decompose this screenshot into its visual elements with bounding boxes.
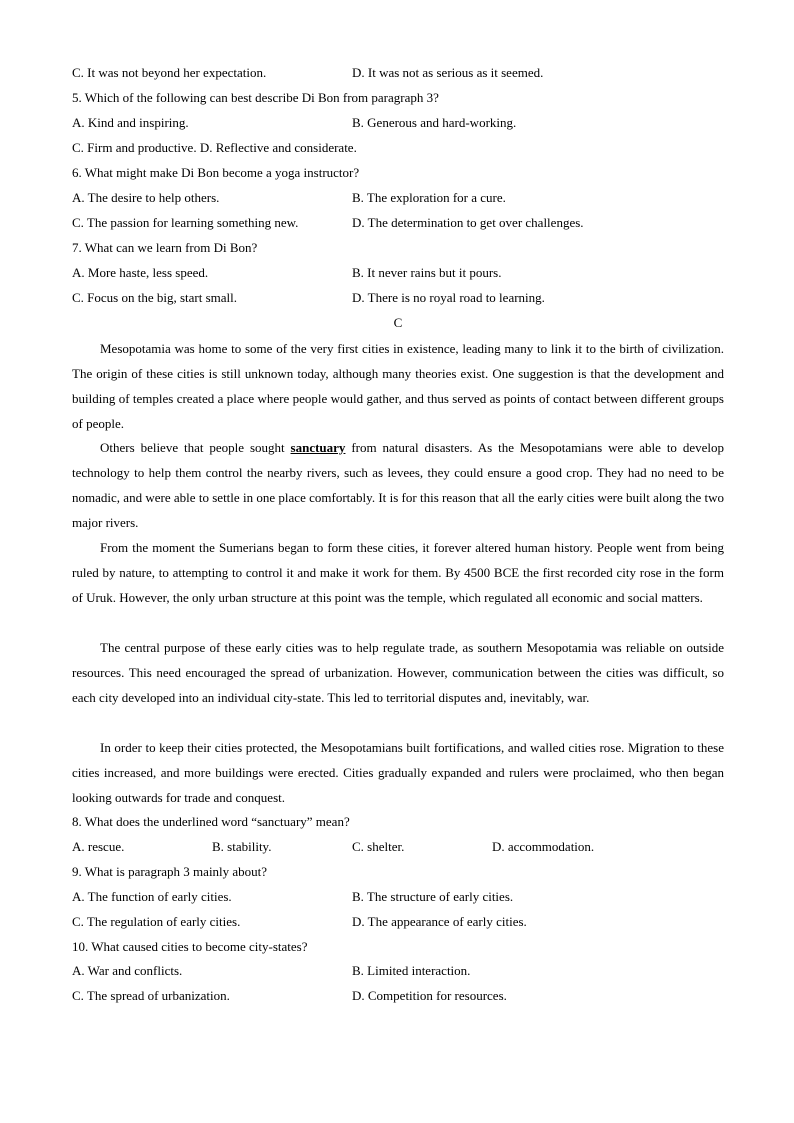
q10-stem: 10. What caused cities to become city-states? (72, 939, 308, 954)
q9-options-cd (72, 912, 724, 932)
q6-options-cd (72, 213, 724, 233)
passage-paragraph-1: Mesopotamia was home to some of the very first cities in existence, leading many to link it to the birth of civilization. The origin of these cities is still unknown today, although many theories exist. One suggestion is that the development and building of temples created a place where people would gather, and thus served as points of contact between different groups of people. (72, 341, 724, 431)
q7-option-b: B. It never rains but it pours. (352, 265, 502, 280)
q4-option-d: D. It was not as serious as it seemed. (352, 65, 544, 80)
underlined-word-sanctuary: sanctuary (290, 440, 346, 455)
q5-options-ab (72, 113, 724, 133)
q9-option-d: D. The appearance of early cities. (352, 914, 527, 929)
q6-options-ab (72, 188, 724, 208)
q10-options-ab (72, 961, 724, 981)
q8-option-b: B. stability. (212, 839, 272, 854)
q8-option-d: D. accommodation. (492, 839, 595, 854)
q6-stem: 6. What might make Di Bon become a yoga instructor? (72, 165, 360, 180)
passage-label: C (393, 315, 403, 330)
q8-option-c: C. shelter. (352, 839, 405, 854)
q6-option-d: D. The determination to get over challenges. (352, 215, 584, 230)
q4-option-c: C. It was not beyond her expectation. (72, 65, 267, 80)
q10-option-b: B. Limited interaction. (352, 963, 471, 978)
q9-option-c: C. The regulation of early cities. (72, 914, 241, 929)
q7-option-d: D. There is no royal road to learning. (352, 290, 545, 305)
q5-options-cd: C. Firm and productive. D. Reflective and considerate. (72, 140, 357, 155)
q9-option-a: A. The function of early cities. (72, 889, 232, 904)
q7-options-ab (72, 263, 724, 283)
q10-option-d: D. Competition for resources. (352, 988, 507, 1003)
q9-option-b: B. The structure of early cities. (352, 889, 514, 904)
q7-stem: 7. What can we learn from Di Bon? (72, 240, 258, 255)
q8-option-a: A. rescue. (72, 839, 125, 854)
q9-stem: 9. What is paragraph 3 mainly about? (72, 864, 268, 879)
q5-option-a: A. Kind and inspiring. (72, 115, 189, 130)
q6-option-a: A. The desire to help others. (72, 190, 220, 205)
passage-paragraph-2 (72, 435, 724, 535)
q9-options-ab (72, 887, 724, 907)
q10-option-a: A. War and conflicts. (72, 963, 183, 978)
passage-paragraph-4: The central purpose of these early cities was to help regulate trade, as southern Mesopotamia was reliable on outside resources. This need encouraged the spread of urbanization. However, communication between the cities was difficult, so each city developed into an individual city-state. This led to territorial disputes and, inevitably, war. (72, 640, 724, 705)
paragraph-2-rest: from natural disasters. As the Mesopotamians were able to develop technology to help them control the nearby rivers, such as levees, they could ensure a good crop. They had no need to be nomadic, and were able to settle in one place comfortably. It is for this reason that all the early cities were built along the two major rivers. (72, 440, 724, 530)
q6-option-b: B. The exploration for a cure. (352, 190, 506, 205)
passage-paragraph-3: From the moment the Sumerians began to form these cities, it forever altered human history. People went from being ruled by nature, to attempting to control it and make it work for them. By 4500 BCE the first recorded city rose in the form of Uruk. However, the only urban structure at this point was the temple, which regulated all economic and social matters. (72, 540, 724, 605)
paragraph-2-start: Others believe that people sought (100, 440, 291, 455)
q7-option-c: C. Focus on the big, start small. (72, 290, 238, 305)
q10-option-c: C. The spread of urbanization. (72, 988, 230, 1003)
q5-stem: 5. Which of the following can best describe Di Bon from paragraph 3? (72, 90, 439, 105)
q5-option-b: B. Generous and hard-working. (352, 115, 517, 130)
passage-paragraph-5: In order to keep their cities protected, the Mesopotamians built fortifications, and walled cities rose. Migration to these cities increased, and more buildings were erected. Cities gradually expanded and rulers were proclaimed, who then began looking outwards for trade and conquest. (72, 740, 724, 805)
q7-options-cd (72, 288, 724, 308)
q10-options-cd (72, 986, 724, 1006)
q4-options-cd (72, 63, 724, 83)
q6-option-c: C. The passion for learning something new. (72, 215, 299, 230)
q8-stem: 8. What does the underlined word “sanctuary” mean? (72, 814, 350, 829)
q7-option-a: A. More haste, less speed. (72, 265, 209, 280)
q8-options (72, 837, 724, 857)
